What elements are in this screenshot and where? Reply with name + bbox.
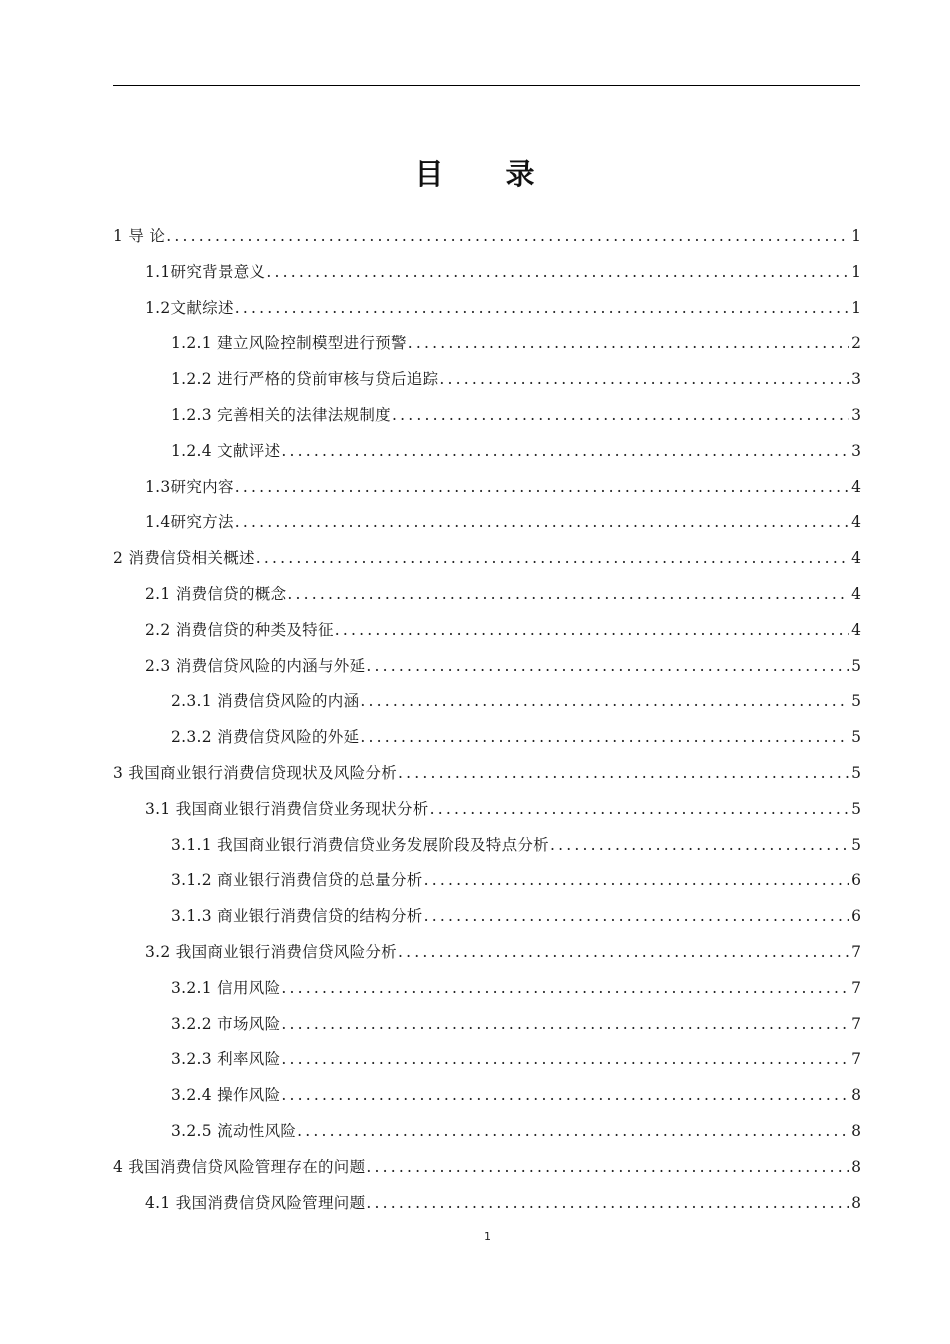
toc-entry-page: 5	[851, 799, 861, 818]
page-number: 1	[484, 1230, 491, 1243]
dot-leader	[281, 1042, 849, 1078]
dot-leader	[281, 434, 849, 470]
toc-entry[interactable]	[113, 684, 861, 720]
toc-entry[interactable]	[113, 505, 861, 541]
toc-entry-label: 1.4研究方法	[145, 513, 234, 532]
toc-entry-page: 1	[851, 298, 861, 317]
toc-entry[interactable]	[113, 1186, 861, 1222]
dot-leader	[235, 470, 849, 506]
toc-entry-page: 1	[851, 227, 861, 245]
toc-entry-label: 3.2.2 市场风险	[171, 1014, 281, 1033]
toc-entry[interactable]	[113, 470, 861, 506]
toc-entry-label: 2 消费信贷相关概述	[113, 549, 255, 568]
toc-entry[interactable]	[113, 541, 861, 577]
toc-entry-label: 1.2.1 建立风险控制模型进行预警	[171, 334, 407, 353]
toc-entry[interactable]	[113, 649, 861, 685]
toc-entry-page: 1	[851, 262, 861, 281]
toc-entry[interactable]	[113, 255, 861, 291]
dot-leader	[360, 720, 849, 756]
dot-leader	[424, 863, 850, 899]
dot-leader	[166, 219, 849, 255]
toc-entry-label: 1.1研究背景意义	[145, 262, 266, 281]
toc-entry[interactable]	[113, 935, 861, 971]
toc-entry-page: 4	[851, 549, 861, 568]
dot-leader	[366, 1186, 849, 1222]
toc-entry-page: 6	[851, 871, 861, 890]
toc-entry[interactable]	[113, 863, 861, 899]
toc-entry[interactable]	[113, 899, 861, 935]
toc-entry[interactable]	[113, 613, 861, 649]
toc-entry[interactable]	[113, 326, 861, 362]
toc-entry-label: 3.1 我国商业银行消费信贷业务现状分析	[145, 799, 429, 818]
dot-leader	[235, 505, 849, 541]
toc-entry-page: 5	[851, 728, 861, 747]
toc-entry-label: 3.2.3 利率风险	[171, 1050, 281, 1069]
dot-leader	[360, 684, 849, 720]
toc-entry-page: 3	[851, 370, 861, 389]
toc-entry[interactable]	[113, 756, 861, 792]
dot-leader	[366, 649, 849, 685]
toc-entry[interactable]	[113, 1007, 861, 1043]
dot-leader	[235, 291, 849, 327]
toc-entry-page: 5	[851, 656, 861, 675]
dot-leader	[297, 1114, 849, 1150]
toc-entry-label: 2.2 消费信贷的种类及特征	[145, 620, 334, 639]
toc-entry-page: 5	[851, 763, 861, 782]
toc-entry-page: 4	[851, 513, 861, 532]
toc-entry-label: 3.2.5 流动性风险	[171, 1121, 297, 1140]
toc-entry-page: 8	[851, 1121, 861, 1140]
toc-entry-label: 1.3研究内容	[145, 477, 234, 496]
toc-entry-label: 1.2文献综述	[145, 298, 234, 317]
dot-leader	[398, 756, 849, 792]
dot-leader	[392, 398, 849, 434]
toc-entry-label: 3.2 我国商业银行消费信贷风险分析	[145, 942, 397, 961]
toc-entry-page: 7	[851, 942, 861, 961]
dot-leader	[424, 899, 850, 935]
toc-entry-page: 4	[851, 584, 861, 603]
toc-entry-label: 4 我国消费信贷风险管理存在的问题	[113, 1157, 366, 1176]
dot-leader	[287, 577, 849, 613]
toc-entry-page: 3	[851, 441, 861, 460]
dot-leader	[439, 362, 849, 398]
dot-leader	[335, 613, 849, 649]
toc-entry-page: 7	[851, 1014, 861, 1033]
toc-entry-page: 8	[851, 1086, 861, 1105]
toc-entry[interactable]	[113, 577, 861, 613]
dot-leader	[281, 971, 849, 1007]
toc-entry-label: 3 我国商业银行消费信贷现状及风险分析	[113, 763, 397, 782]
toc-entry-label: 1.2.2 进行严格的贷前审核与贷后追踪	[171, 370, 439, 389]
toc-entry-label: 2.3.1 消费信贷风险的内涵	[171, 692, 360, 711]
toc-entry-page: 7	[851, 978, 861, 997]
toc-entry-page: 8	[851, 1157, 861, 1176]
toc-entry[interactable]	[113, 971, 861, 1007]
toc-entry[interactable]	[113, 792, 861, 828]
toc-entry[interactable]	[113, 1114, 861, 1150]
toc-entry[interactable]	[113, 434, 861, 470]
toc-entry-page: 8	[851, 1193, 861, 1212]
toc-entry[interactable]	[113, 720, 861, 756]
table-of-contents	[113, 219, 861, 1221]
toc-entry-label: 1 导 论	[113, 227, 166, 245]
toc-entry-page: 3	[851, 405, 861, 424]
toc-entry[interactable]	[113, 1078, 861, 1114]
toc-entry-page: 5	[851, 835, 861, 854]
toc-entry[interactable]	[113, 398, 861, 434]
toc-entry-page: 7	[851, 1050, 861, 1069]
toc-entry-page: 4	[851, 477, 861, 496]
toc-entry[interactable]	[113, 828, 861, 864]
dot-leader	[266, 255, 849, 291]
toc-entry[interactable]	[113, 362, 861, 398]
toc-entry-label: 2.3.2 消费信贷风险的外延	[171, 728, 360, 747]
dot-leader	[281, 1078, 849, 1114]
dot-leader	[430, 792, 850, 828]
dot-leader	[256, 541, 849, 577]
toc-entry-label: 3.1.3 商业银行消费信贷的结构分析	[171, 907, 423, 926]
toc-entry-label: 1.2.3 完善相关的法律法规制度	[171, 405, 391, 424]
dot-leader	[408, 326, 849, 362]
dot-leader	[281, 1007, 849, 1043]
dot-leader	[550, 828, 849, 864]
dot-leader	[398, 935, 849, 971]
toc-entry-label: 3.1.2 商业银行消费信贷的总量分析	[171, 871, 423, 890]
toc-entry-label: 4.1 我国消费信贷风险管理问题	[145, 1193, 366, 1212]
toc-entry[interactable]	[113, 1042, 861, 1078]
page-title: 目 录	[414, 157, 561, 191]
toc-entry[interactable]	[113, 291, 861, 327]
toc-entry-page: 2	[851, 334, 861, 353]
toc-entry-page: 5	[851, 692, 861, 711]
toc-entry-label: 2.3 消费信贷风险的内涵与外延	[145, 656, 366, 675]
header-rule	[113, 85, 860, 86]
toc-entry[interactable]	[113, 1150, 861, 1186]
toc-entry-label: 1.2.4 文献评述	[171, 441, 281, 460]
toc-entry-label: 3.2.1 信用风险	[171, 978, 281, 997]
toc-entry-label: 3.1.1 我国商业银行消费信贷业务发展阶段及特点分析	[171, 835, 549, 854]
toc-entry-page: 4	[851, 620, 861, 639]
toc-entry-page: 6	[851, 907, 861, 926]
toc-entry-label: 3.2.4 操作风险	[171, 1086, 281, 1105]
toc-entry[interactable]	[113, 219, 861, 255]
toc-entry-label: 2.1 消费信贷的概念	[145, 584, 287, 603]
dot-leader	[366, 1150, 849, 1186]
